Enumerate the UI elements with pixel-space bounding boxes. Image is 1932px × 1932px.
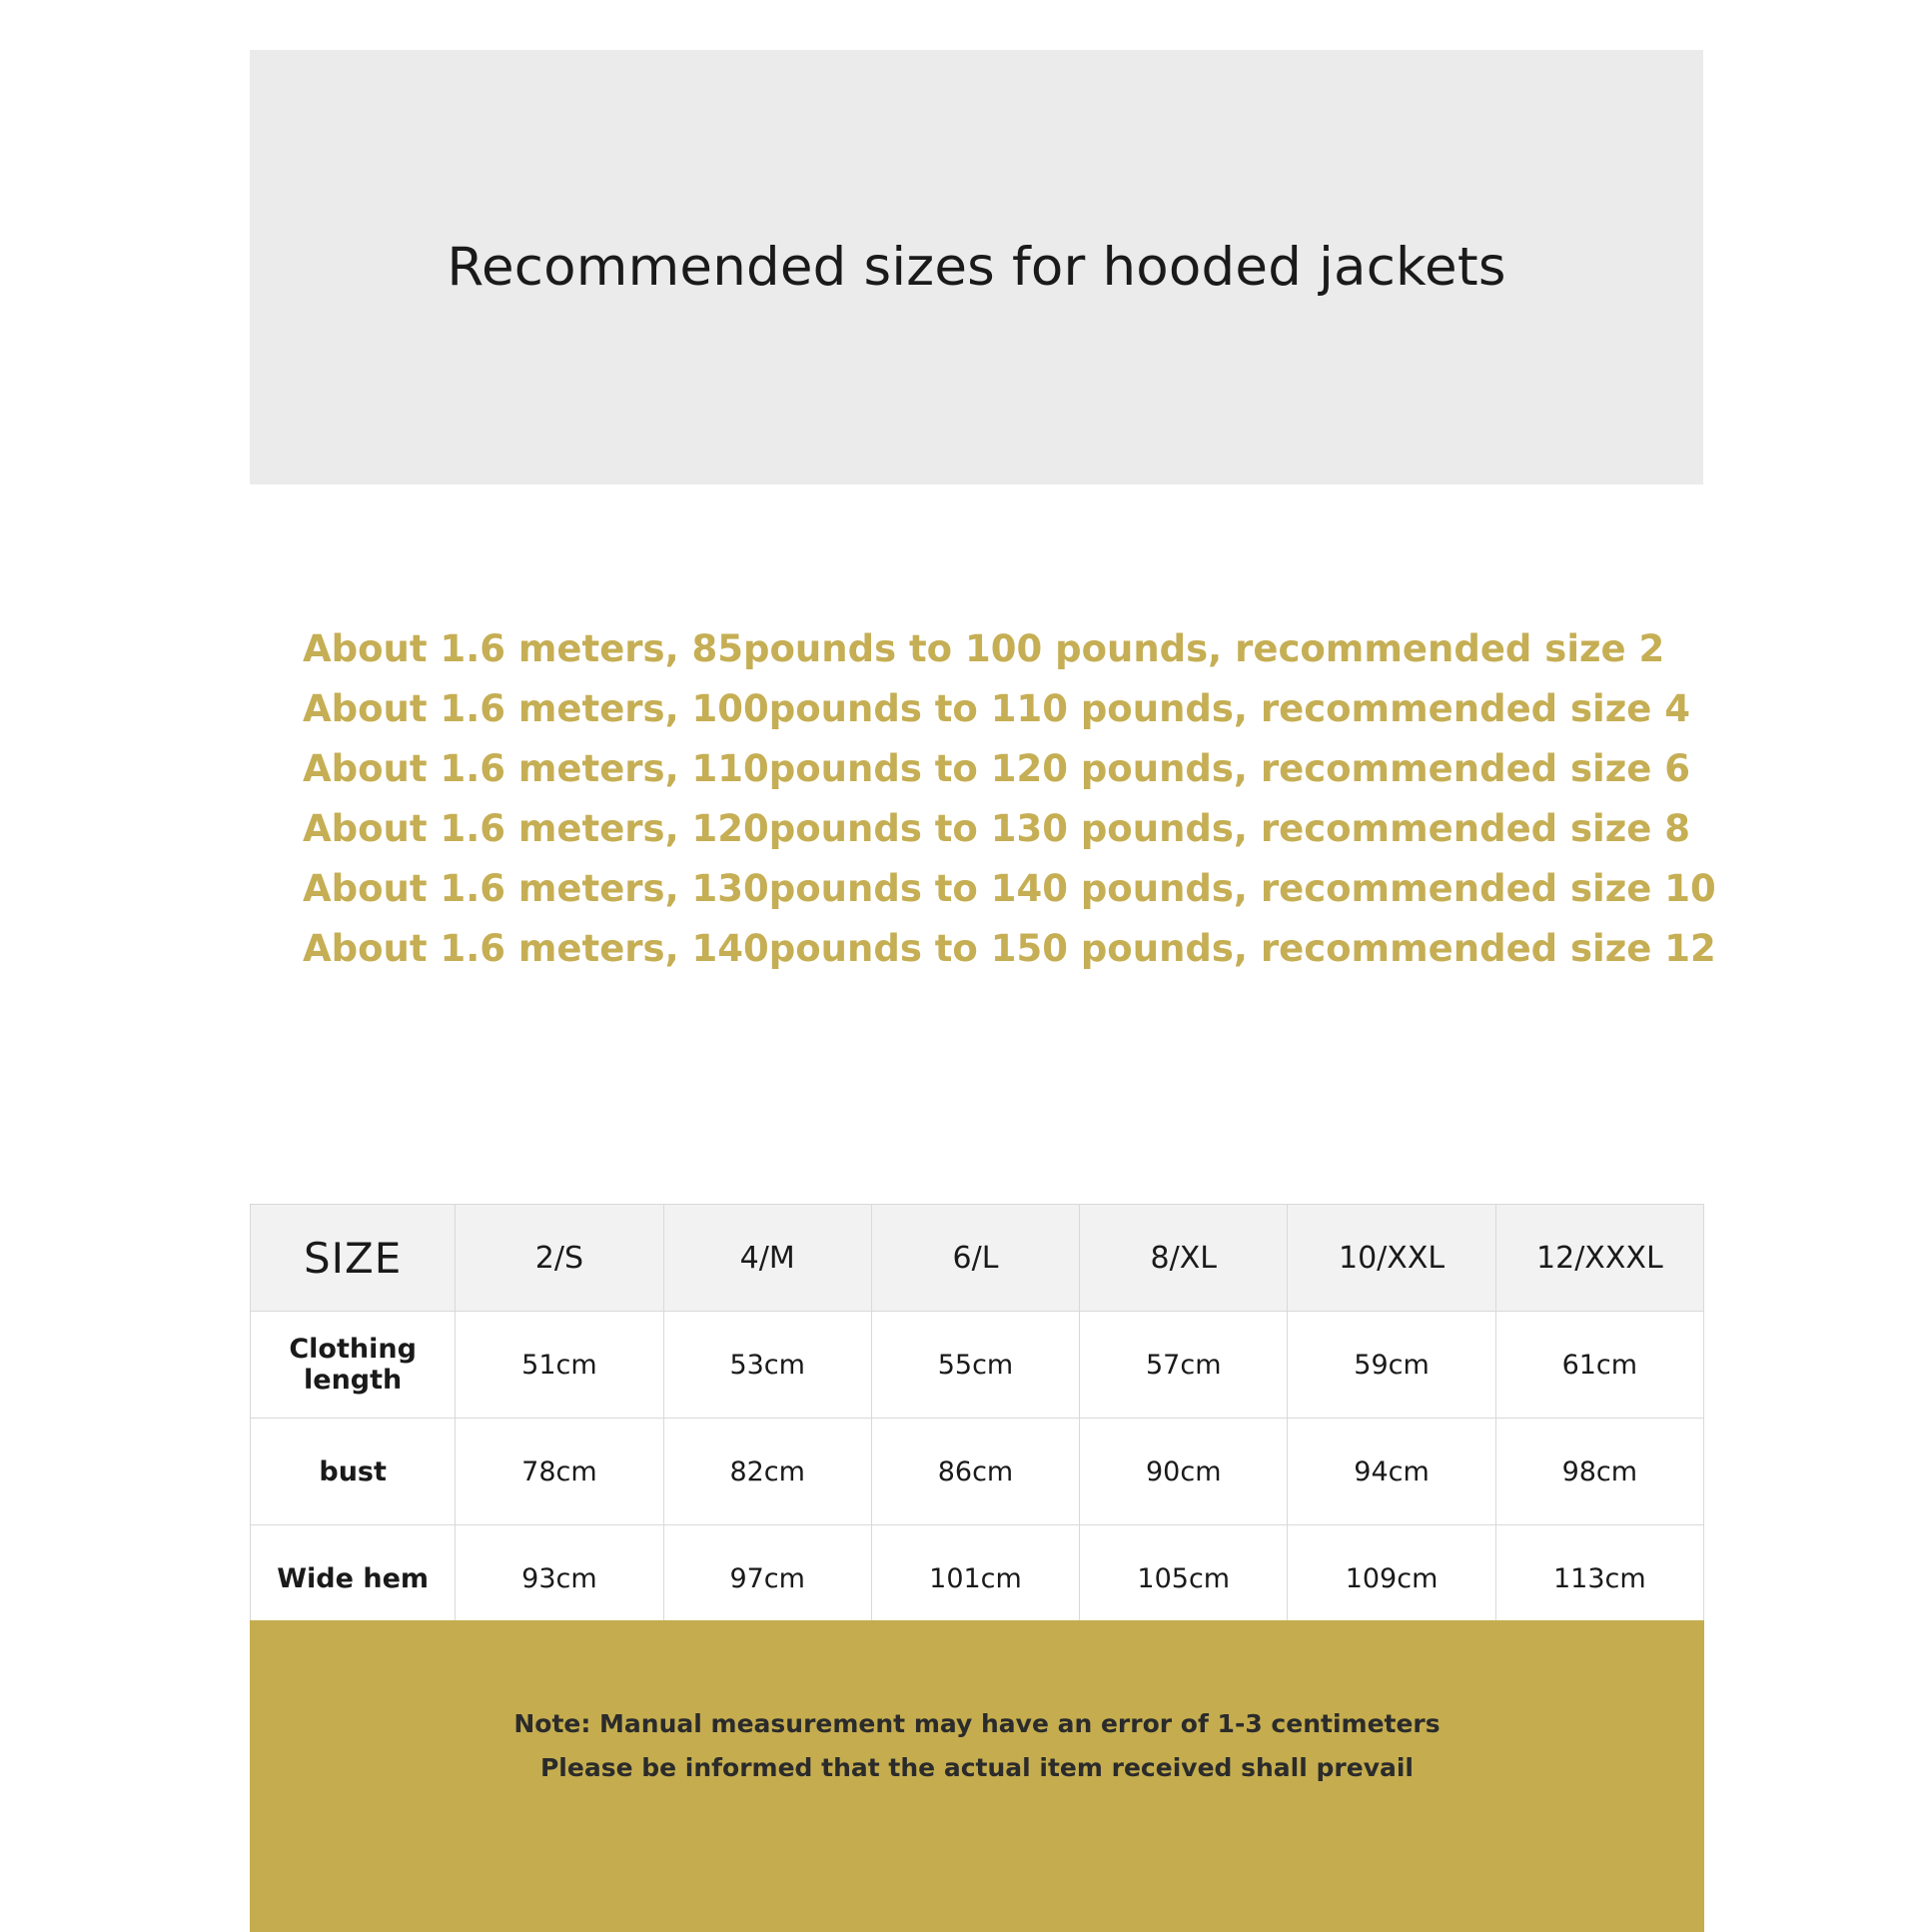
recommendation-line: About 1.6 meters, 110pounds to 120 pounds, recommended size 6 — [303, 747, 1690, 790]
table-header-cell: 12/XXXL — [1495, 1205, 1703, 1312]
table-cell: 51cm — [456, 1312, 663, 1419]
table-cell: 53cm — [663, 1312, 871, 1419]
table-header-cell: 8/XL — [1080, 1205, 1288, 1312]
table-cell: 109cm — [1288, 1525, 1495, 1632]
table-cell: 98cm — [1495, 1419, 1703, 1525]
row-label: bust — [251, 1419, 456, 1525]
table-row — [251, 1419, 1704, 1525]
title-banner — [250, 50, 1703, 484]
table-cell: 55cm — [871, 1312, 1079, 1419]
table-cell: 59cm — [1288, 1312, 1495, 1419]
recommendation-line: About 1.6 meters, 100pounds to 110 pounds, recommended size 4 — [303, 687, 1690, 730]
table-cell: 113cm — [1495, 1525, 1703, 1632]
recommendation-line: About 1.6 meters, 130pounds to 140 pounds, recommended size 10 — [303, 867, 1716, 910]
table-header-size: SIZE — [251, 1205, 456, 1312]
table-cell: 57cm — [1080, 1312, 1288, 1419]
row-label: Wide hem — [251, 1525, 456, 1632]
recommendation-line: About 1.6 meters, 85pounds to 100 pounds, recommended size 2 — [303, 627, 1665, 670]
table-cell: 61cm — [1495, 1312, 1703, 1419]
table-cell: 105cm — [1080, 1525, 1288, 1632]
recommendation-line: About 1.6 meters, 140pounds to 150 pounds, recommended size 12 — [303, 927, 1716, 970]
note-banner — [250, 1620, 1704, 1932]
table-cell: 93cm — [456, 1525, 663, 1632]
table-cell: 82cm — [663, 1419, 871, 1525]
recommendation-list — [303, 619, 1716, 979]
table-cell: 86cm — [871, 1419, 1079, 1525]
table-header-cell: 10/XXL — [1288, 1205, 1495, 1312]
table-row — [251, 1525, 1704, 1632]
page-title: Recommended sizes for hooded jackets — [447, 237, 1506, 298]
table-row — [251, 1312, 1704, 1419]
table-cell: 94cm — [1288, 1419, 1495, 1525]
row-label: Clothing length — [251, 1312, 456, 1419]
table-cell: 97cm — [663, 1525, 871, 1632]
recommendation-line: About 1.6 meters, 120pounds to 130 pounds, recommended size 8 — [303, 807, 1690, 850]
note-line: Note: Manual measurement may have an error of 1-3 centimeters — [513, 1709, 1441, 1738]
table-header-cell: 4/M — [663, 1205, 871, 1312]
table-header-cell: 6/L — [871, 1205, 1079, 1312]
note-line: Please be informed that the actual item received shall prevail — [539, 1753, 1414, 1782]
table-cell: 78cm — [456, 1419, 663, 1525]
table-header-cell: 2/S — [456, 1205, 663, 1312]
table-header-row — [251, 1205, 1704, 1312]
table-cell: 101cm — [871, 1525, 1079, 1632]
table-cell: 90cm — [1080, 1419, 1288, 1525]
size-table — [250, 1204, 1704, 1632]
